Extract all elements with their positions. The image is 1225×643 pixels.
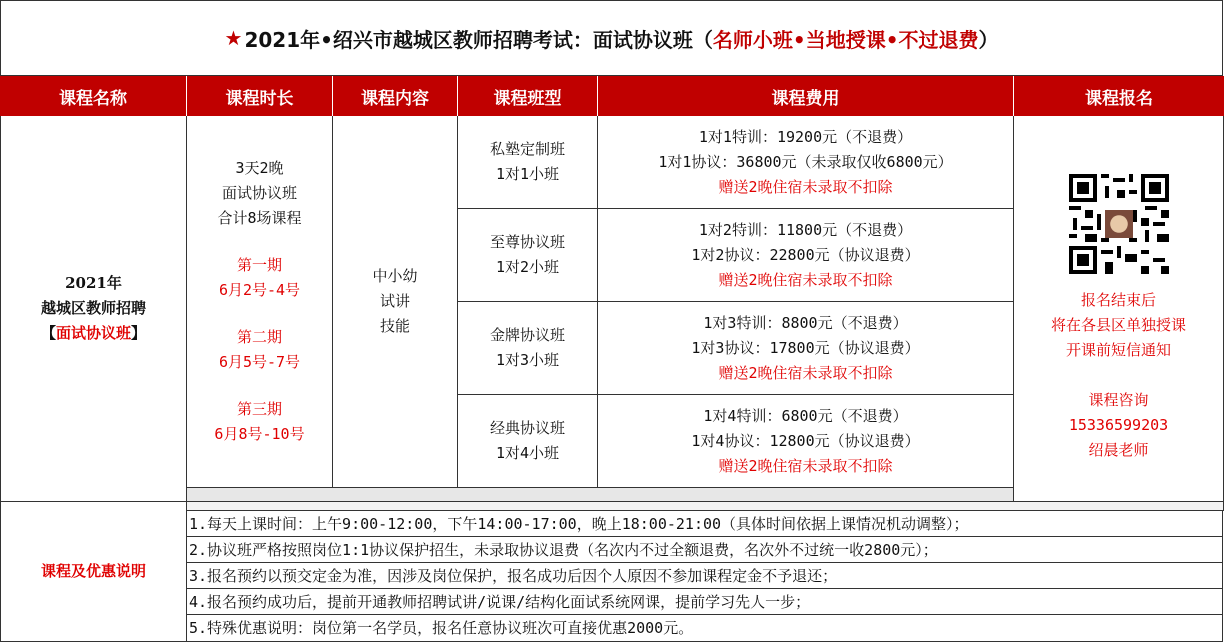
period-3-title: 第三期 (236, 400, 282, 418)
page-title (0, 0, 1223, 76)
note-item: 1.每天上课时间：上午9:00-12:00，下午14:00-17:00，晚上18:00-21:00（具体时间依据上课情况机动调整）； (187, 511, 1222, 537)
qr-code-icon[interactable] (1069, 174, 1169, 274)
course-type: 【面试协议班】 (40, 324, 147, 342)
fee-gift: 赠送2晚住宿未录取不扣除 (718, 363, 893, 382)
content-l1: 中小幼 (372, 267, 418, 285)
course-name-cell (0, 116, 187, 502)
content-l2: 试讲 (379, 292, 410, 310)
note-item: 3.报名预约以预交定金为准，因涉及岗位保护，报名成功后因个人原因不参加课程定金不予退还； (187, 563, 1222, 589)
duration-l2: 面试协议班 (221, 184, 297, 202)
class-row (458, 302, 598, 395)
signup-cell (1014, 116, 1224, 502)
notes-list (187, 511, 1223, 642)
content-l3: 技能 (379, 317, 410, 335)
period-3-date: 6月8号-10号 (214, 425, 305, 443)
class-row (458, 209, 598, 302)
period-1-date: 6月2号-4号 (218, 281, 301, 299)
fee-row (598, 209, 1014, 302)
duration-l3: 合计8场课程 (217, 209, 302, 227)
class-row (458, 116, 598, 209)
title-main: 2021年•绍兴市越城区教师招聘考试：面试协议班（ (244, 27, 713, 52)
header-class-type: 课程班型 (458, 76, 598, 116)
divider (187, 488, 1014, 502)
header-content: 课程内容 (333, 76, 458, 116)
fee-gift: 赠送2晚住宿未录取不扣除 (718, 177, 893, 196)
course-line2: 越城区教师招聘 (40, 299, 146, 317)
fee-row (598, 116, 1014, 209)
period-2-date: 6月5号-7号 (218, 353, 301, 371)
class-size: 1对1小班 (495, 165, 560, 183)
duration-l1: 3天2晚 (235, 159, 284, 177)
fee-agreement: 1对2协议：22800元（协议退费） (691, 245, 920, 264)
content-cell (333, 116, 458, 488)
title-end: ） (978, 27, 999, 52)
class-size: 1对4小班 (495, 444, 560, 462)
note-item: 4.报名预约成功后，提前开通教师招聘试讲/说课/结构化面试系统网课，提前学习先人一步； (187, 589, 1222, 615)
fee-row (598, 395, 1014, 488)
fee-special: 1对2特训：11800元（不退费） (698, 220, 913, 239)
fee-gift: 赠送2晚住宿未录取不扣除 (718, 270, 893, 289)
title-highlight: 名师小班•当地授课•不过退费 (712, 27, 979, 52)
signup-l2: 将在各县区单独授课 (1050, 316, 1186, 334)
class-size: 1对3小班 (495, 351, 560, 369)
note-item: 2.协议班严格按照岗位1:1协议保护招生，未录取协议退费（名次内不过全额退费，名次外不过统一收2800元）； (187, 537, 1222, 563)
signup-l1: 报名结束后 (1080, 291, 1156, 309)
duration-cell (187, 116, 333, 488)
divider (187, 502, 1224, 511)
header-signup: 课程报名 (1014, 76, 1224, 116)
class-name: 金牌协议班 (489, 326, 565, 344)
fee-agreement: 1对3协议：17800元（协议退费） (691, 338, 920, 357)
period-2-title: 第二期 (236, 328, 282, 346)
fee-gift: 赠送2晚住宿未录取不扣除 (718, 456, 893, 475)
note-item: 5.特殊优惠说明：岗位第一名学员，报名任意协议班次可直接优惠2000元。 (187, 615, 1222, 642)
class-row (458, 395, 598, 488)
class-size: 1对2小班 (495, 258, 560, 276)
consult-teacher: 绍晨老师 (1088, 441, 1149, 459)
header-fee: 课程费用 (598, 76, 1014, 116)
signup-l3: 开课前短信通知 (1065, 341, 1171, 359)
notes-label-cell (0, 502, 187, 642)
fee-special: 1对4特训：6800元（不退费） (703, 406, 908, 425)
fee-special: 1对3特训：8800元（不退费） (703, 313, 908, 332)
class-name: 经典协议班 (489, 419, 565, 437)
class-name: 至尊协议班 (489, 233, 565, 251)
notes-label: 课程及优惠说明 (40, 562, 146, 580)
header-course-name: 课程名称 (0, 76, 187, 116)
fee-agreement: 1对4协议：12800元（协议退费） (691, 431, 920, 450)
fee-agreement: 1对1协议：36800元（未录取仅收6800元） (658, 152, 953, 171)
consult-label: 课程咨询 (1088, 391, 1149, 409)
header-duration: 课程时长 (187, 76, 333, 116)
class-name: 私塾定制班 (489, 140, 565, 158)
fee-special: 1对1特训：19200元（不退费） (698, 127, 913, 146)
fee-row (598, 302, 1014, 395)
star-icon: ★ (224, 26, 243, 50)
period-1-title: 第一期 (236, 256, 282, 274)
consult-phone[interactable]: 15336599203 (1068, 416, 1169, 434)
course-year: 2021年 (65, 274, 122, 292)
